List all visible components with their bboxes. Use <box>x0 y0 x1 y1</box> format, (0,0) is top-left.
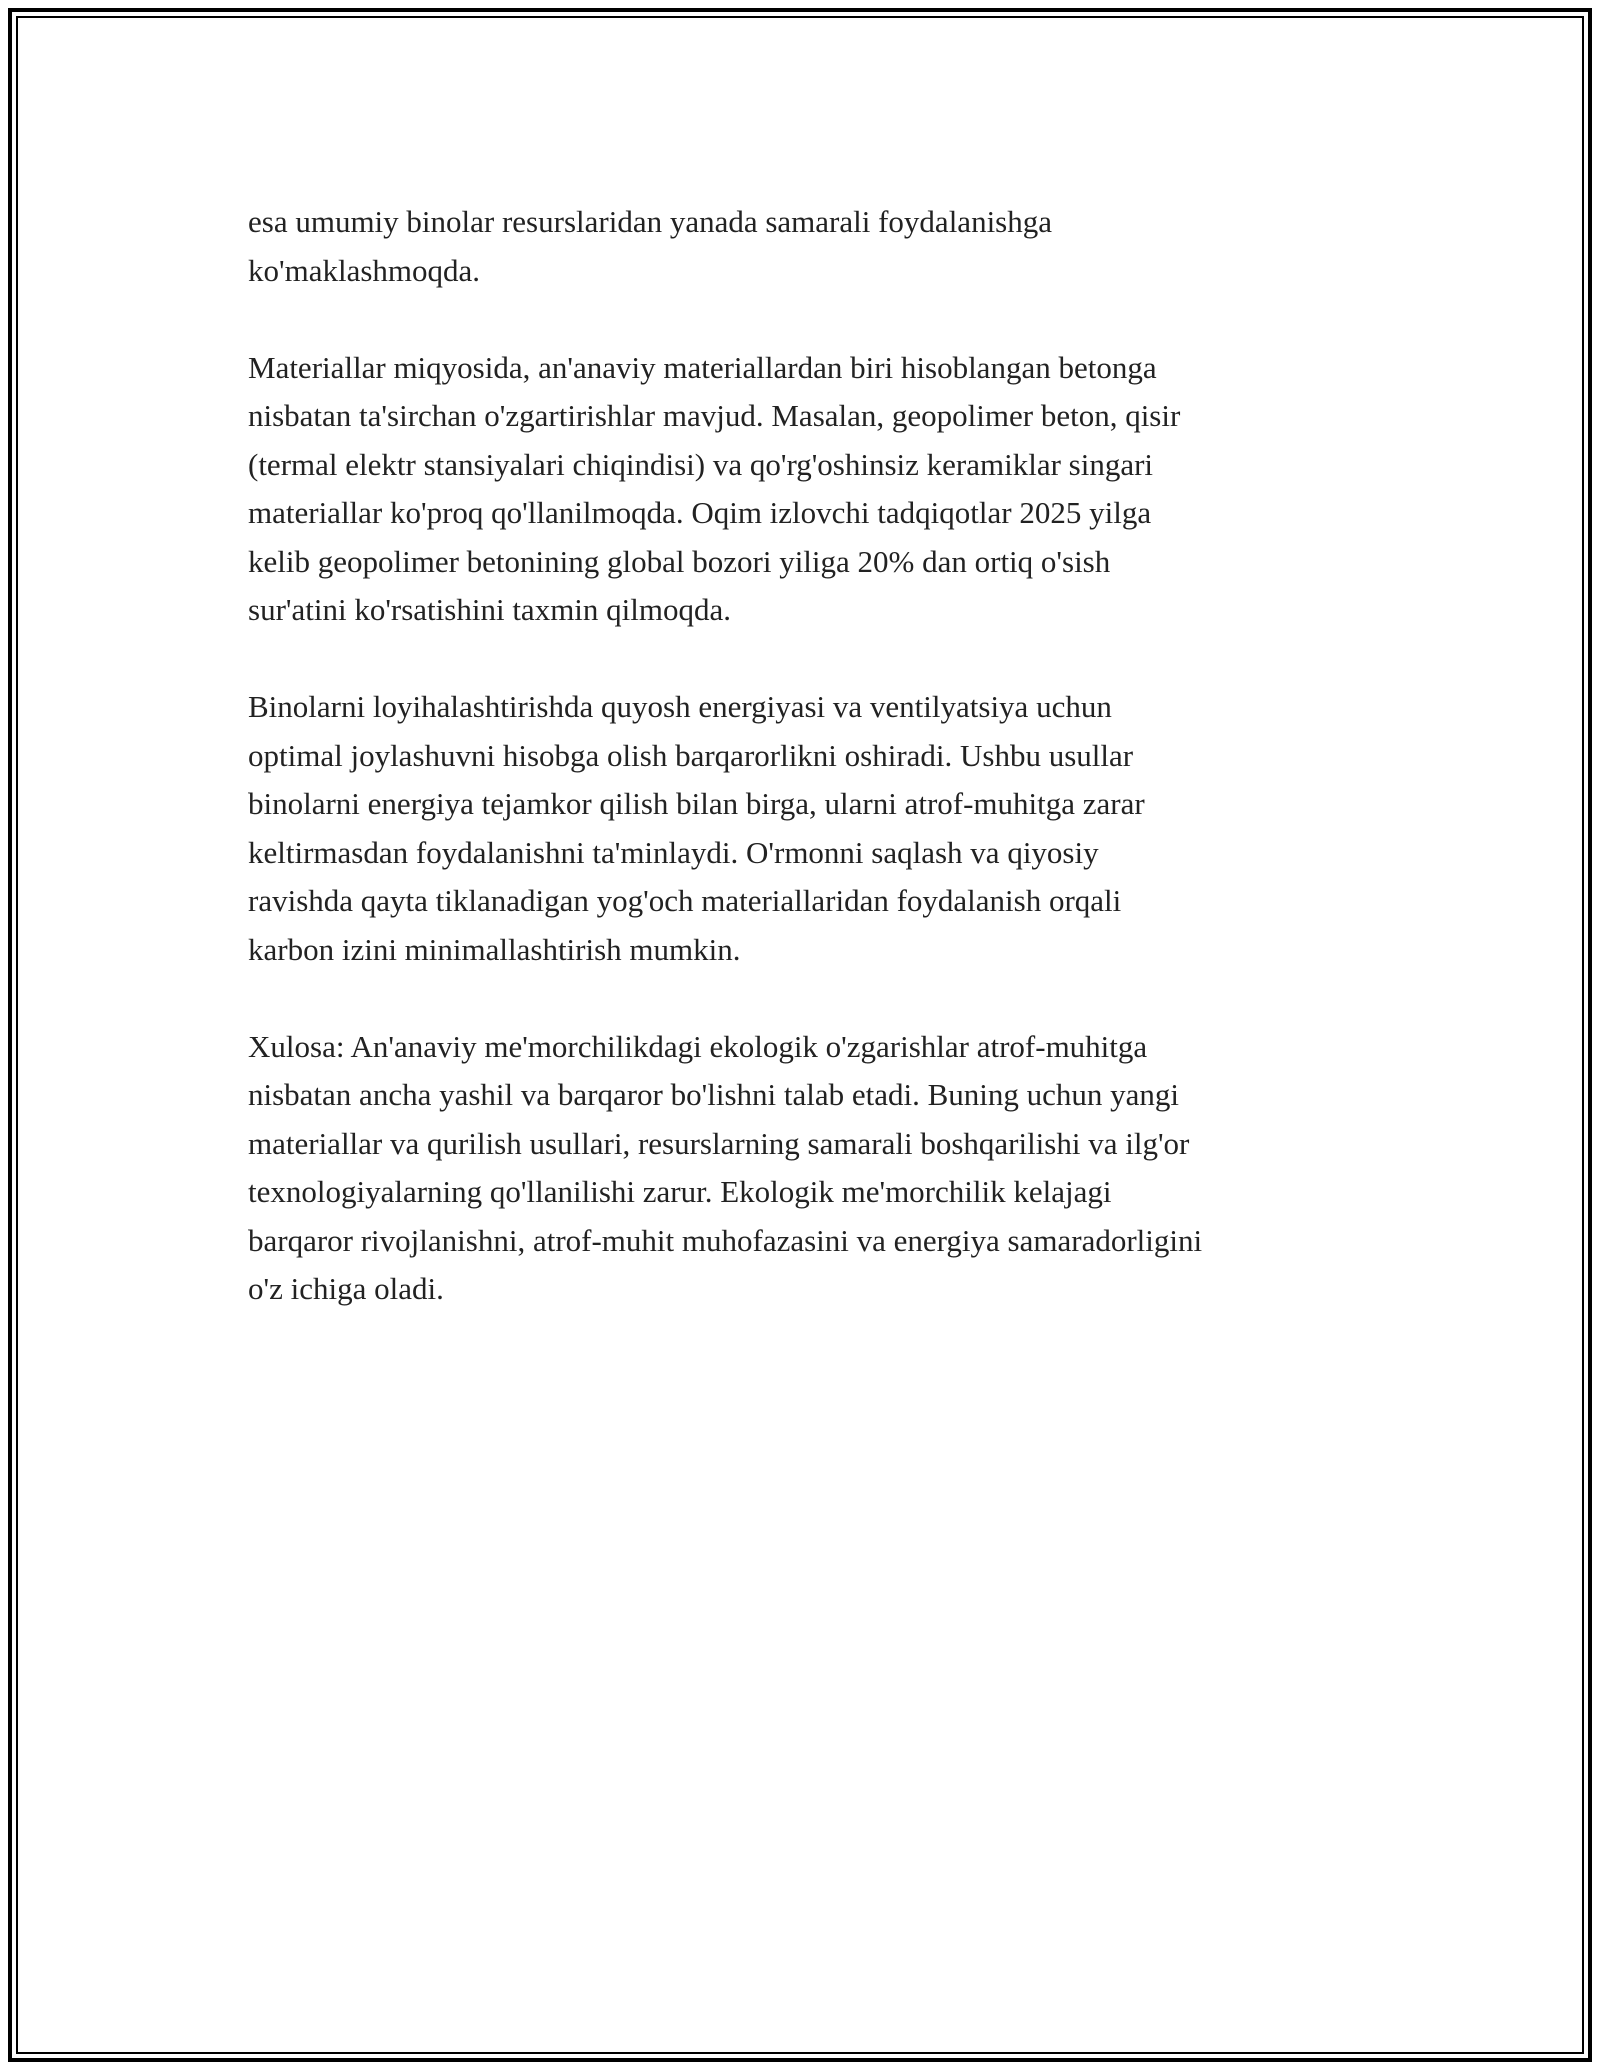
paragraph-building-design: Binolarni loyihalashtirishda quyosh energiyasi va ventilyatsiya uchun optimal joylashuvni hisobga olish barqarorlikni oshiradi. Ushbu usullar binolarni energiya tejamkor qilish bilan birga, ularni atrof-muhitga zarar keltirmasdan foydalanishni ta'minlaydi. O'rmonni saqlash va qiyosiy ravishda qayta tiklanadigan yog'och materiallaridan foydalanish orqali karbon izini minimallashtirish mumkin. <box>248 689 1145 967</box>
paragraph-conclusion: Xulosa: An'anaviy me'morchilikdagi ekologik o'zgarishlar atrof-muhitga nisbatan ancha yashil va barqaror bo'lishni talab etadi. Buning uchun yangi materiallar va qurilish usullari, resurslarning samarali boshqarilishi va ilg'or texnologiyalarning qo'llanilishi zarur. Ekologik me'morchilik kelajagi barqaror rivojlanishni, atrof-muhit muhofazasini va energiya samaradorligini o'z ichiga oladi. <box>248 1028 1203 1306</box>
paragraph-resources: esa umumiy binolar resurslaridan yanada samarali foydalanishga ko'maklashmoqda. <box>248 204 1053 288</box>
paragraph-materials: Materiallar miqyosida, an'anaviy materiallardan biri hisoblangan betonga nisbatan ta'sirchan o'zgartirishlar mavjud. Masalan, geopolimer beton, qisir (termal elektr stansiyalari chiqindisi) va qo'rg'oshinsiz keramiklar singari materiallar ko'proq qo'llanilmoqda. Oqim izlovchi tadqiqotlar 2025 yilga kelib geopolimer betonining global bozori yiliga 20% dan ortiq o'sish sur'atini ko'rsatishini taxmin qilmoqda. <box>248 349 1181 627</box>
page-content <box>248 198 1398 1362</box>
page-frame <box>8 8 1592 2062</box>
